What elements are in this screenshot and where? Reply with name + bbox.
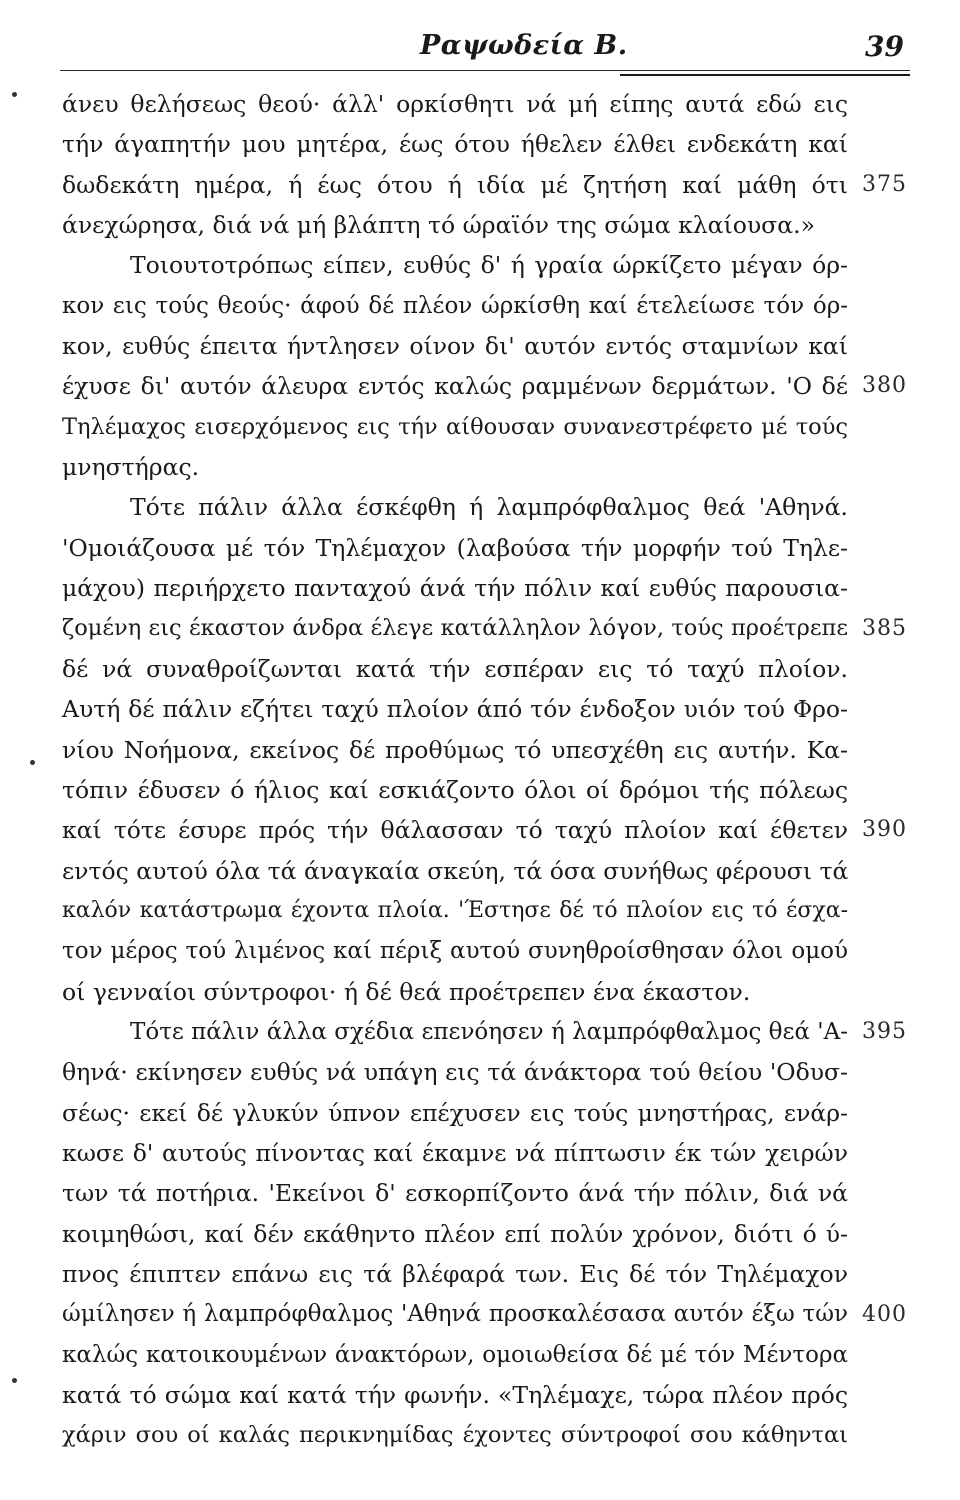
text-line: άνεχώρησα, διά νά μή βλάπτη τό ώραϊόν της σώμα κλαίουσα.» (62, 211, 815, 240)
header-rule (60, 70, 910, 71)
text-line: θηνά· εκίνησεν ευθύς νά υπάγη εις τά άνάκτορα τού θείου 'Οδυσ- (62, 1058, 848, 1087)
text-line: 'Ομοιάζουσα μέ τόν Τηλέμαχον (λαβούσα τήν μορφήν τού Τηλε- (62, 533, 848, 562)
text-line: κατά τό σώμα καί κατά τήν φωνήν. «Τηλέμαχε, τώρα πλέον πρός (62, 1381, 848, 1409)
text-line: σέως· εκεί δέ γλυκύν ύπνον επέχυσεν εις τούς μνηστήρας, ενάρ- (62, 1098, 848, 1127)
text-line: τον μέρος τού λιμένος καί πέριξ αυτού συνηθροίσθησαν όλοι ομού (62, 938, 848, 965)
text-line: μνηστήρας. (62, 453, 200, 482)
margin-speck (12, 1378, 17, 1383)
text-line: των τά ποτήρια. 'Εκείνοι δ' εσκορπίζοντο άνά τήν πόλιν, διά νά (62, 1179, 848, 1208)
text-line: μάχου) περιήρχετο πανταχού άνά τήν πόλιν καί ευθύς παρουσια- (62, 574, 848, 603)
text-line: κον, ευθύς έπειτα ήντλησεν οίνον δι' αυτόν εντός σταμνίων καί (62, 332, 848, 361)
text-line: εντός αυτού όλα τά άναγκαία σκεύη, τά όσα συνήθως φέρουσι τά (62, 856, 849, 885)
margin-speck (30, 760, 35, 765)
text-line: τόπιν έδυσεν ό ήλιος καί εσκιάζοντο όλοι οί δρόμοι τής πόλεως (62, 775, 848, 804)
text-line: ώμίλησεν ή λαμπρόφθαλμος 'Αθηνά προσκαλέσασα αυτόν έξω τών (62, 1301, 848, 1328)
header-rule-heavy (620, 74, 910, 76)
line-number-380: 380 (862, 373, 907, 399)
line-number-375: 375 (862, 171, 907, 197)
text-line: Τότε πάλιν άλλα έσκέφθη ή λαμπρόφθαλμος θεά 'Αθηνά. (130, 493, 848, 522)
line-number-390: 390 (862, 817, 907, 843)
text-line: δέ νά συναθροίζωνται κατά τήν εσπέραν εις τό ταχύ πλοίον. (62, 654, 848, 683)
text-line: πνος έπιπτεν επάνω εις τά βλέφαρά των. Εις δέ τόν Τηλέμαχον (62, 1259, 848, 1288)
line-number-395: 395 (862, 1019, 907, 1045)
text-line: Αυτή δέ πάλιν εζήτει ταχύ πλοίον άπό τόν ένδοξον υιόν τού Φρο- (62, 695, 848, 724)
text-line: καί τότε έσυρε πρός τήν θάλασσαν τό ταχύ πλοίον καί έθετεν (62, 816, 848, 845)
text-line: καλώς κατοικουμένων άνακτόρων, ομοιωθείσα δέ μέ τόν Μέντορα (62, 1341, 848, 1368)
text-line: κοιμηθώσι, καί δέν εκάθηντο πλέον επί πολύν χρόνον, διότι ό ύ- (62, 1219, 848, 1248)
text-line: δωδεκάτη ημέρα, ή έως ότου ή ιδία μέ ζητήση καί μάθη ότι (62, 170, 848, 199)
body-text (62, 84, 848, 1456)
line-number-400: 400 (862, 1301, 907, 1327)
text-line: ζομένη εις έκαστον άνδρα έλεγε κατάλληλον λόγον, τούς προέτρεπε (62, 615, 848, 642)
text-line: οί γενναίοι σύντροφοι· ή δέ θεά προέτρεπεν ένα έκαστον. (62, 977, 751, 1006)
text-line: καλόν κατάστρωμα έχοντα πλοία. 'Έστησε δέ τό πλοίον εις τό έσχα- (62, 897, 848, 923)
text-line: χάριν σου οί καλάς περικνημίδας έχοντες σύντροφοί σου κάθηνται (62, 1422, 848, 1449)
text-line: κωσε δ' αυτούς πίνοντας καί έκαμνε νά πίπτωσιν έκ τών χειρών (62, 1138, 848, 1167)
running-title: Ραψωδεία Β. (420, 30, 628, 61)
text-line: τήν άγαπητήν μου μητέρα, έως ότου ήθελεν έλθει ενδεκάτη καί (62, 130, 848, 159)
text-line: νίου Νοήμονα, εκείνος δέ προθύμως τό υπεσχέθη εις αυτήν. Κα- (62, 735, 848, 764)
page-number: 39 (865, 30, 904, 63)
text-line: Τοιουτοτρόπως είπεν, ευθύς δ' ή γραία ώρκίζετο μέγαν όρ- (130, 251, 848, 280)
line-number-385: 385 (862, 615, 907, 641)
margin-speck (12, 92, 17, 97)
text-line: Τότε πάλιν άλλα σχέδια επενόησεν ή λαμπρόφθαλμος θεά 'Α- (130, 1018, 848, 1045)
text-line: έχυσε δι' αυτόν άλευρα εντός καλώς ραμμένων δερμάτων. 'Ο δέ (62, 372, 848, 401)
page-header (60, 30, 910, 80)
text-line: κον εις τούς θεούς· άφού δέ πλέον ώρκίσθη καί έτελείωσε τόν όρ- (62, 292, 848, 319)
text-line: άνευ θελήσεως θεού· άλλ' ορκίσθητι νά μή είπης αυτά εδώ εις (62, 90, 848, 118)
text-line: Τηλέμαχος εισερχόμενος εις τήν αίθουσαν συνανεστρέφετο μέ τούς (62, 413, 848, 440)
